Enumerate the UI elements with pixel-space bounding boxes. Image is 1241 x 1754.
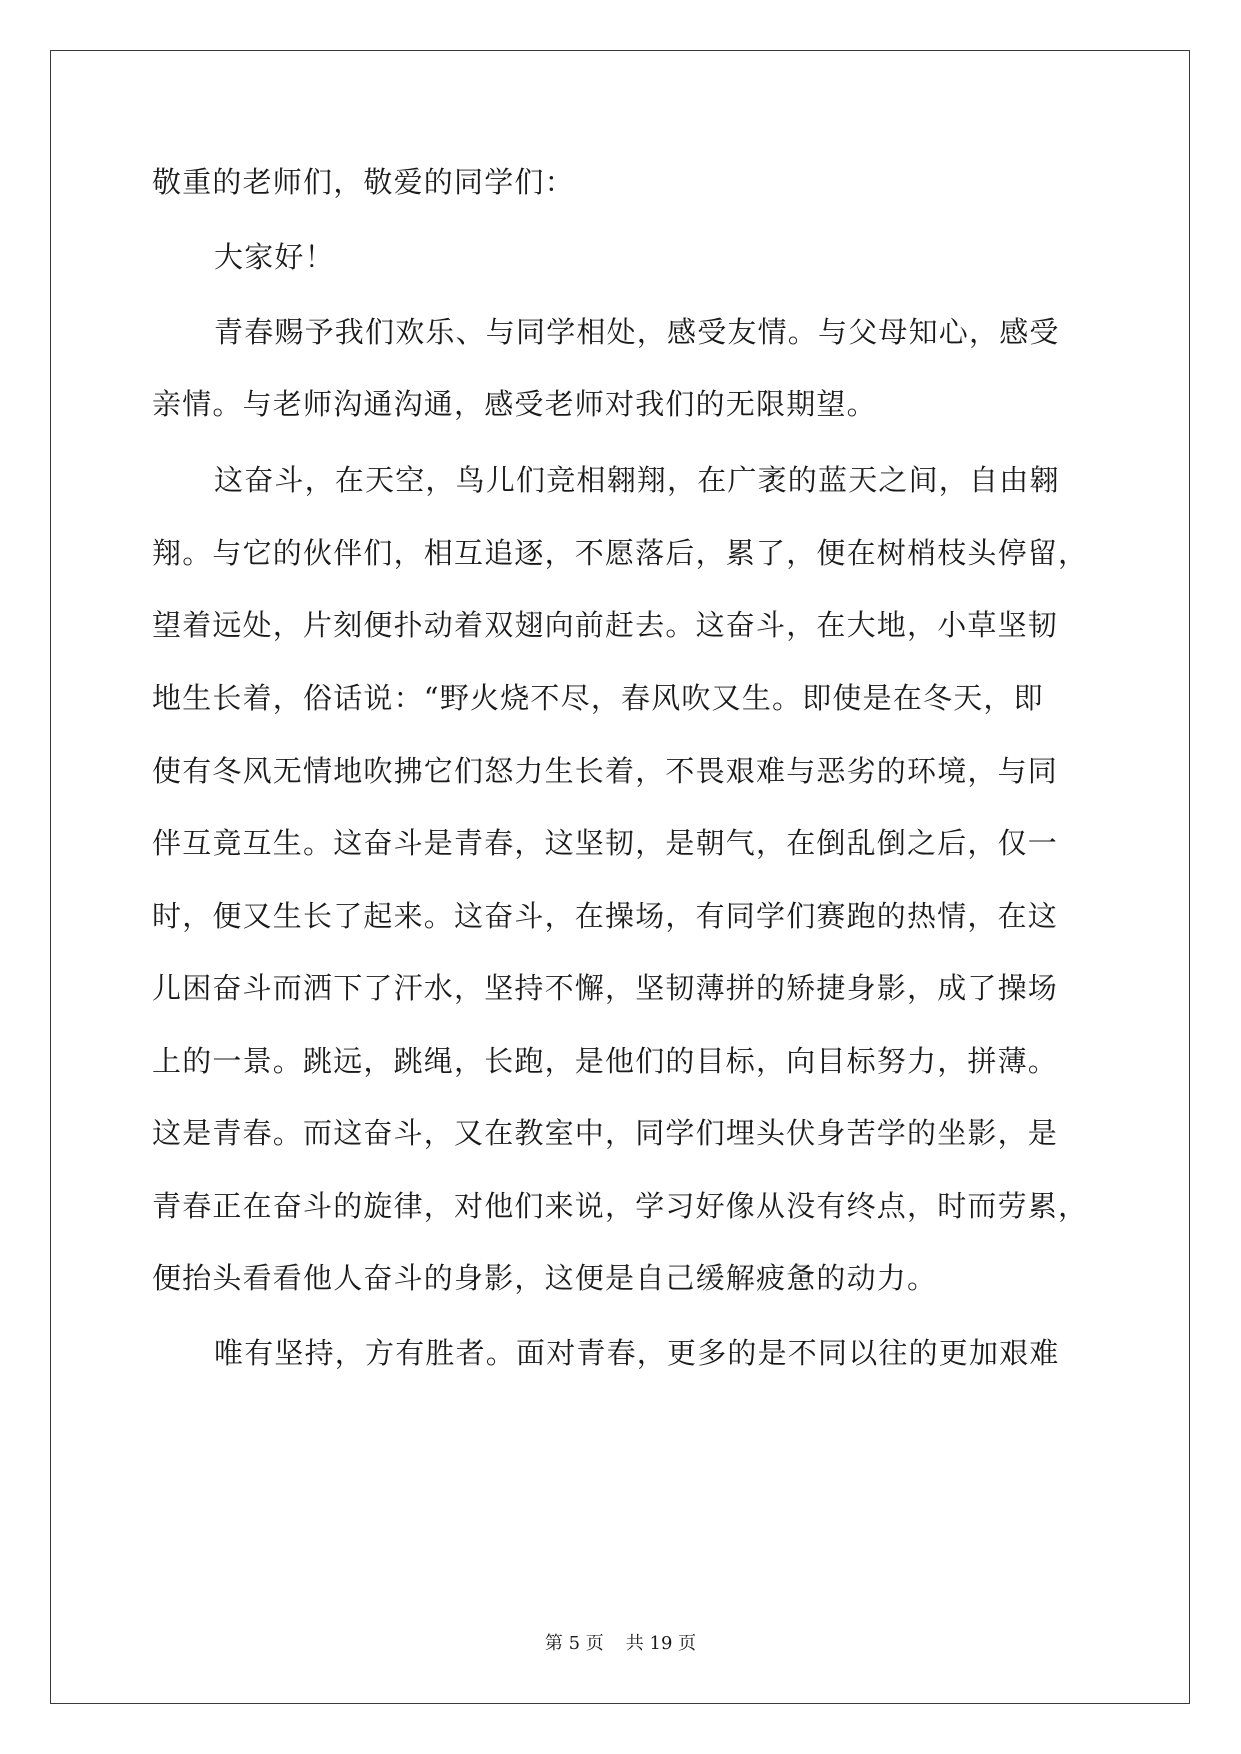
total-pages: 共 19 页: [625, 1633, 697, 1654]
salutation: 敬重的老师们，敬爱的同学们：: [152, 165, 575, 199]
greeting: 大家好！: [214, 240, 335, 274]
page-border: [50, 50, 1190, 1704]
paragraph-line: 青春正在奋斗的旋律，对他们来说，学习好像从没有终点，时而劳累，: [152, 1189, 1089, 1223]
paragraph-line: 青春赐予我们欢乐、与同学相处，感受友情。与父母知心，感受: [214, 315, 1060, 349]
paragraph-line: 儿困奋斗而洒下了汗水，坚持不懈，坚韧薄拼的矫捷身影，成了操场: [152, 971, 1059, 1005]
page-number: 第 5 页: [544, 1633, 604, 1654]
paragraph-line: 上的一景。跳远，跳绳，长跑，是他们的目标，向目标努力，拼薄。: [152, 1044, 1059, 1078]
paragraph-line: 使有冬风无情地吹拂它们怒力生长着，不畏艰难与恶劣的环境，与同: [152, 754, 1059, 788]
paragraph-line: 望着远处，片刻便扑动着双翅向前赶去。这奋斗，在大地，小草坚韧: [152, 608, 1059, 642]
paragraph-line: 亲情。与老师沟通沟通，感受老师对我们的无限期望。: [152, 387, 877, 421]
page-footer: [0, 1633, 1241, 1655]
paragraph-line: 翔。与它的伙伴们，相互追逐，不愿落后，累了，便在树梢枝头停留，: [152, 536, 1089, 570]
paragraph-line: 地生长着，俗话说：“野火烧不尽，春风吹又生。即使是在冬天，即: [152, 681, 1044, 715]
paragraph-line: 这是青春。而这奋斗，又在教室中，同学们埋头伏身苦学的坐影，是: [152, 1116, 1059, 1150]
paragraph-line: 便抬头看看他人奋斗的身影，这便是自己缓解疲惫的动力。: [152, 1261, 938, 1295]
paragraph-line: 伴互竟互生。这奋斗是青春，这坚韧，是朝气，在倒乱倒之后，仅一: [152, 826, 1059, 860]
paragraph-line: 这奋斗，在天空，鸟儿们竞相翱翔，在广袤的蓝天之间，自由翱: [214, 463, 1060, 497]
paragraph-line: 唯有坚持，方有胜者。面对青春，更多的是不同以往的更加艰难: [214, 1336, 1060, 1370]
paragraph-line: 时，便又生长了起来。这奋斗，在操场，有同学们赛跑的热情，在这: [152, 899, 1059, 933]
